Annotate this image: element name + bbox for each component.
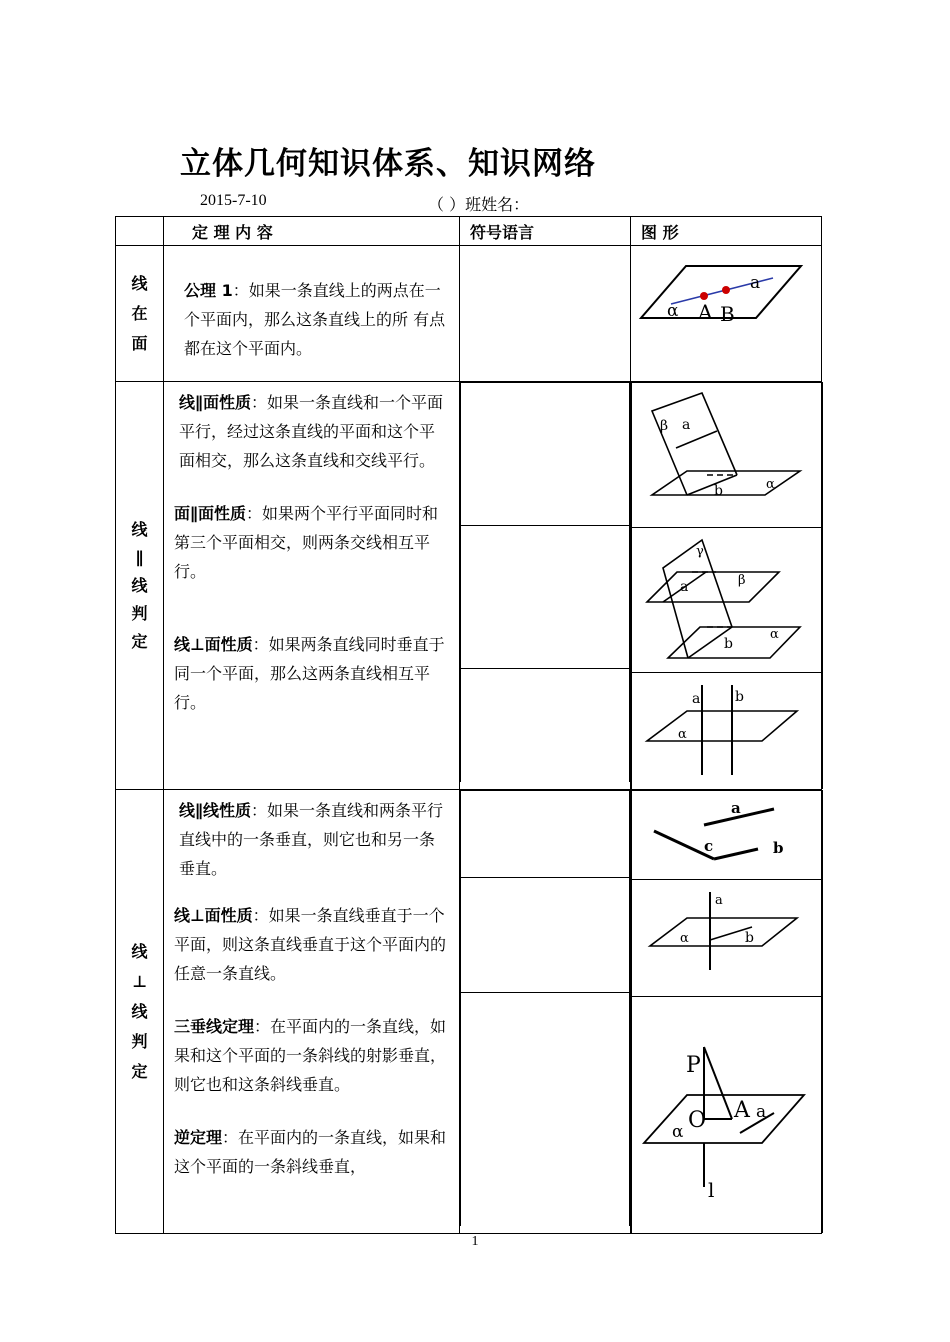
figure-three-perpendiculars [632,997,822,1229]
symbol-cell [460,246,631,382]
theorem-cell [164,246,460,382]
svg-text:β: β [738,573,746,588]
theorem-title: 线∥面性质 [179,393,252,412]
theorem-title: 面∥面性质 [174,504,247,523]
page-title: 立体几何知识体系、知识网络 [180,146,596,182]
svg-text:b: b [773,839,784,857]
svg-text:a: a [692,691,701,707]
symbol-cell [460,382,631,790]
label-B: B [720,302,735,326]
figure-cell [631,246,822,382]
svg-text:a: a [731,799,741,817]
figure-cell [631,790,822,1234]
svg-text:A: A [734,1098,750,1123]
svg-text:P: P [686,1053,701,1078]
table-header-row [116,217,822,246]
class-name-field: （ ）班姓名： [428,195,530,214]
theorem-text: ：如果两个平行平面同时和第三个平面相交，则两条交线相互平行。 [174,504,439,581]
svg-text:b: b [745,930,754,946]
table-row [116,790,822,1234]
theorem-cell [164,790,460,1234]
theorem-text: ：在平面内的一条直线，如果和这个平面的一条斜线垂直， [174,1128,447,1176]
theorem-title: 线⊥面性质 [174,906,253,925]
figure-line-in-plane [631,246,821,358]
theorem-table [115,216,822,1234]
svg-text:α: α [678,727,687,742]
page-number: 1 [471,1234,479,1249]
category-line-in-plane: 线在面 [116,246,164,382]
theorem-title: 逆定理 [174,1128,223,1147]
svg-text:β: β [660,418,669,434]
table-row [116,382,822,790]
figure-two-perpendicular-lines [632,673,822,785]
theorem-title: 公理 1 [184,281,233,300]
symbol-cell [460,790,631,1234]
theorem-cell [164,382,460,790]
theorem-title: 三垂线定理 [174,1017,255,1036]
theorem-title: 线∥线性质 [179,801,252,820]
theorem-text: ：如果一条直线上的两点在一个平面内，那么这条直线上的所 有点都在这个平面内。 [184,281,446,358]
svg-text:a: a [715,893,723,908]
svg-text:α: α [680,931,689,946]
figure-line-perpendicular-plane [632,880,822,992]
figure-skew-perpendicular [632,791,822,875]
svg-text:a: a [680,579,689,595]
theorem-text: ：如果一条直线和一个平面平行，经过这条直线的平面和这个平面相交，那么这条直线和交线平行。 [179,393,444,470]
svg-text:l: l [708,1178,715,1202]
svg-text:b: b [714,483,723,499]
header-symbol: 符号语言 [460,217,631,246]
theorem-text: ：如果一条直线和两条平行直线中的一条垂直，则它也和另一条垂直。 [179,801,444,878]
header-content: 定 理 内 容 [164,217,460,246]
figure-plane-plane-parallel [632,528,822,668]
svg-text:a: a [682,417,691,433]
table-row [116,246,822,382]
category-parallel-lines: 线∥线判定 [116,382,164,790]
label-A: A [698,300,713,324]
svg-text:b: b [735,689,744,705]
svg-text:c: c [704,837,714,855]
figure-cell [631,382,822,790]
svg-text:b: b [724,636,733,652]
svg-text:α: α [672,1122,684,1142]
theorem-text: ：如果两条直线同时垂直于同一个平面，那么这两条直线相互平行。 [174,635,445,712]
date: 2015-7-10 [200,192,267,209]
svg-text:α: α [766,477,775,492]
label-a: a [750,273,761,293]
svg-text:γ: γ [696,544,704,559]
svg-text:O: O [688,1108,707,1133]
header-blank [116,217,164,246]
theorem-text: ：如果一条直线垂直于一个平面，则这条直线垂直于这个平面内的任意一条直线。 [174,906,447,983]
theorem-text: ：在平面内的一条直线，如果和这个平面的一条斜线的射影垂直，则它也和这条斜线垂直。 [174,1017,447,1094]
svg-text:α: α [770,627,779,642]
svg-text:a: a [756,1102,767,1122]
label-alpha: α [667,301,679,321]
figure-line-plane-parallel [632,383,822,523]
header-figure: 图 形 [631,217,822,246]
theorem-title: 线⊥面性质 [174,635,253,654]
category-perpendicular-lines: 线⊥线判定 [116,790,164,1234]
